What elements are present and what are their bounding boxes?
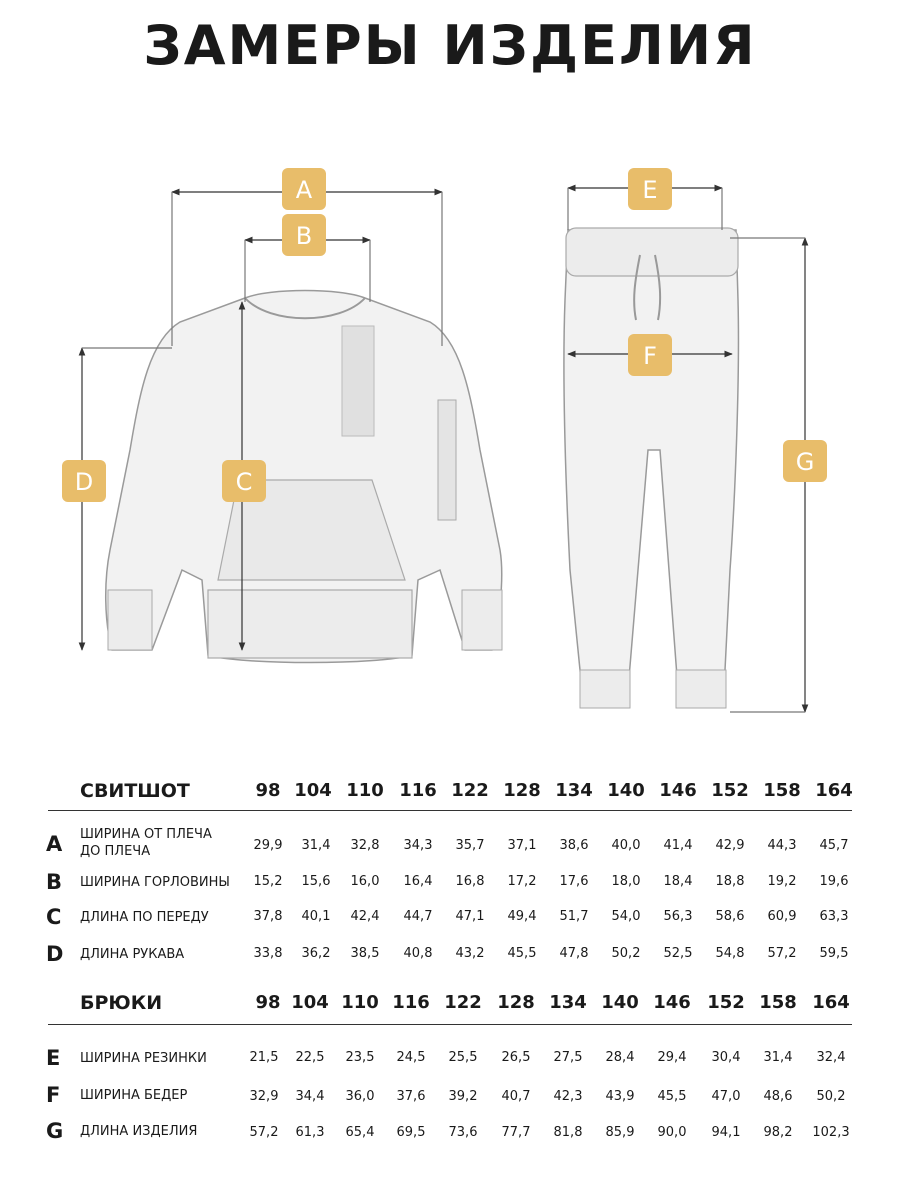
divider (48, 1024, 852, 1025)
table-cell: 47,1 (455, 909, 485, 924)
badge-f-label: F (643, 342, 657, 370)
size-header: 134 (549, 992, 587, 1013)
table-cell: 48,6 (763, 1089, 793, 1104)
table-cell: 21,5 (249, 1050, 279, 1065)
size-header: 146 (653, 992, 691, 1013)
badge-c (222, 460, 266, 502)
table-cell: 54,0 (611, 909, 641, 924)
table-cell: 19,2 (767, 874, 797, 889)
row-letter: E (46, 1046, 61, 1070)
garment-diagram (0, 150, 900, 750)
table-cell: 32,4 (816, 1050, 846, 1065)
row-label: ДЛИНА ПО ПЕРЕДУ (80, 910, 209, 925)
table-cell: 51,7 (559, 909, 589, 924)
table-cell: 23,5 (345, 1050, 375, 1065)
table-cell: 47,0 (711, 1089, 741, 1104)
pants-waistband (566, 228, 738, 276)
table-cell: 32,8 (350, 838, 380, 853)
sweatshirt-header (0, 780, 900, 810)
pants-right-cuff (676, 670, 726, 708)
divider (48, 810, 852, 811)
table-cell: 25,5 (448, 1050, 478, 1065)
pants-title: БРЮКИ (80, 992, 163, 1014)
table-cell: 30,4 (711, 1050, 741, 1065)
table-cell: 47,8 (559, 946, 589, 961)
table-cell: 29,4 (657, 1050, 687, 1065)
table-cell: 18,0 (611, 874, 641, 889)
table-cell: 35,7 (455, 838, 485, 853)
table-cell: 18,8 (715, 874, 745, 889)
size-header: 128 (497, 992, 535, 1013)
badge-e (628, 168, 672, 210)
table-cell: 77,7 (501, 1125, 531, 1140)
size-header: 98 (255, 780, 281, 801)
size-header: 134 (555, 780, 593, 801)
table-cell: 26,5 (501, 1050, 531, 1065)
table-cell: 40,0 (611, 838, 641, 853)
pants-body (564, 230, 738, 699)
table-cell: 73,6 (448, 1125, 478, 1140)
table-cell: 54,8 (715, 946, 745, 961)
table-cell: 38,5 (350, 946, 380, 961)
table-cell: 69,5 (396, 1125, 426, 1140)
badge-d-label: D (74, 468, 94, 496)
table-cell: 45,5 (507, 946, 537, 961)
table-cell: 44,3 (767, 838, 797, 853)
table-cell: 65,4 (345, 1125, 375, 1140)
table-cell: 50,2 (611, 946, 641, 961)
table-cell: 40,7 (501, 1089, 531, 1104)
badge-d (62, 460, 106, 502)
size-header: 128 (503, 780, 541, 801)
table-cell: 39,2 (448, 1089, 478, 1104)
badge-a (282, 168, 326, 210)
row-letter: D (46, 942, 64, 966)
table-cell: 34,3 (403, 838, 433, 853)
table-cell: 27,5 (553, 1050, 583, 1065)
badge-f (628, 334, 672, 376)
table-cell: 98,2 (763, 1125, 793, 1140)
table-cell: 60,9 (767, 909, 797, 924)
table-cell: 45,5 (657, 1089, 687, 1104)
table-cell: 17,6 (559, 874, 589, 889)
table-cell: 37,8 (253, 909, 283, 924)
badge-b (282, 214, 326, 256)
row-letter: F (46, 1083, 61, 1107)
table-cell: 42,9 (715, 838, 745, 853)
badge-b-label: B (295, 222, 313, 250)
size-header: 116 (399, 780, 437, 801)
pants-left-cuff (580, 670, 630, 708)
table-cell: 16,0 (350, 874, 380, 889)
sweatshirt-title: СВИТШОТ (80, 780, 190, 802)
badge-e-label: E (642, 176, 658, 204)
table-cell: 102,3 (812, 1125, 850, 1140)
row-label: ДЛИНА ИЗДЕЛИЯ (80, 1124, 198, 1139)
table-cell: 94,1 (711, 1125, 741, 1140)
table-cell: 41,4 (663, 838, 693, 853)
table-cell: 59,5 (819, 946, 849, 961)
table-cell: 24,5 (396, 1050, 426, 1065)
size-header: 158 (763, 780, 801, 801)
size-header: 122 (451, 780, 489, 801)
table-cell: 34,4 (295, 1089, 325, 1104)
table-cell: 61,3 (295, 1125, 325, 1140)
table-cell: 36,0 (345, 1089, 375, 1104)
table-cell: 15,2 (253, 874, 283, 889)
table-cell: 18,4 (663, 874, 693, 889)
table-cell: 58,6 (715, 909, 745, 924)
table-cell: 44,7 (403, 909, 433, 924)
sweatshirt-drawing (106, 291, 502, 663)
table-cell: 40,1 (301, 909, 331, 924)
table-cell: 85,9 (605, 1125, 635, 1140)
table-cell: 42,4 (350, 909, 380, 924)
table-cell: 28,4 (605, 1050, 635, 1065)
badge-c-label: C (235, 468, 253, 496)
page-title: ЗАМЕРЫ ИЗДЕЛИЯ (143, 14, 757, 77)
table-cell: 33,8 (253, 946, 283, 961)
row-letter: C (46, 905, 62, 929)
table-cell: 22,5 (295, 1050, 325, 1065)
size-header: 152 (711, 780, 749, 801)
badge-g-label: G (795, 448, 815, 476)
table-cell: 40,8 (403, 946, 433, 961)
table-cell: 38,6 (559, 838, 589, 853)
table-cell: 43,9 (605, 1089, 635, 1104)
size-header: 152 (707, 992, 745, 1013)
table-cell: 57,2 (249, 1125, 279, 1140)
row-letter: A (46, 832, 63, 856)
table-cell: 29,9 (253, 838, 283, 853)
size-header: 98 (255, 992, 281, 1013)
table-cell: 56,3 (663, 909, 693, 924)
size-header: 146 (659, 780, 697, 801)
left-cuff (108, 590, 152, 650)
size-header: 140 (607, 780, 645, 801)
size-header: 164 (812, 992, 850, 1013)
size-header: 104 (291, 992, 329, 1013)
size-header: 104 (294, 780, 332, 801)
table-cell: 37,1 (507, 838, 537, 853)
right-cuff (462, 590, 502, 650)
sweatshirt-hem (208, 590, 412, 658)
table-cell: 45,7 (819, 838, 849, 853)
table-cell: 42,3 (553, 1089, 583, 1104)
badge-a-label: A (295, 176, 313, 204)
row-label: ШИРИНА БЕДЕР (80, 1088, 188, 1103)
row-label: ШИРИНА РЕЗИНКИ (80, 1051, 207, 1066)
table-cell: 63,3 (819, 909, 849, 924)
table-cell: 37,6 (396, 1089, 426, 1104)
pants-header (0, 992, 900, 1022)
sleeve-print (438, 400, 456, 520)
table-cell: 16,8 (455, 874, 485, 889)
size-header: 158 (759, 992, 797, 1013)
row-label: ШИРИНА ОТ ПЛЕЧА ДО ПЛЕЧА (80, 827, 212, 859)
table-cell: 32,9 (249, 1089, 279, 1104)
size-header: 164 (815, 780, 853, 801)
size-header: 122 (444, 992, 482, 1013)
sweatshirt-print (342, 326, 374, 436)
table-cell: 17,2 (507, 874, 537, 889)
table-cell: 49,4 (507, 909, 537, 924)
table-cell: 31,4 (301, 838, 331, 853)
table-cell: 57,2 (767, 946, 797, 961)
size-header: 110 (341, 992, 379, 1013)
pants-drawing (564, 228, 738, 708)
size-header: 110 (346, 780, 384, 801)
size-header: 140 (601, 992, 639, 1013)
table-cell: 50,2 (816, 1089, 846, 1104)
table-cell: 36,2 (301, 946, 331, 961)
size-header: 116 (392, 992, 430, 1013)
table-cell: 19,6 (819, 874, 849, 889)
table-cell: 15,6 (301, 874, 331, 889)
row-label: ШИРИНА ГОРЛОВИНЫ (80, 875, 230, 890)
table-cell: 90,0 (657, 1125, 687, 1140)
row-letter: B (46, 870, 63, 894)
row-letter: G (46, 1119, 64, 1143)
badge-g (783, 440, 827, 482)
table-cell: 52,5 (663, 946, 693, 961)
table-cell: 81,8 (553, 1125, 583, 1140)
table-cell: 31,4 (763, 1050, 793, 1065)
table-cell: 43,2 (455, 946, 485, 961)
table-cell: 16,4 (403, 874, 433, 889)
row-label: ДЛИНА РУКАВА (80, 947, 185, 962)
